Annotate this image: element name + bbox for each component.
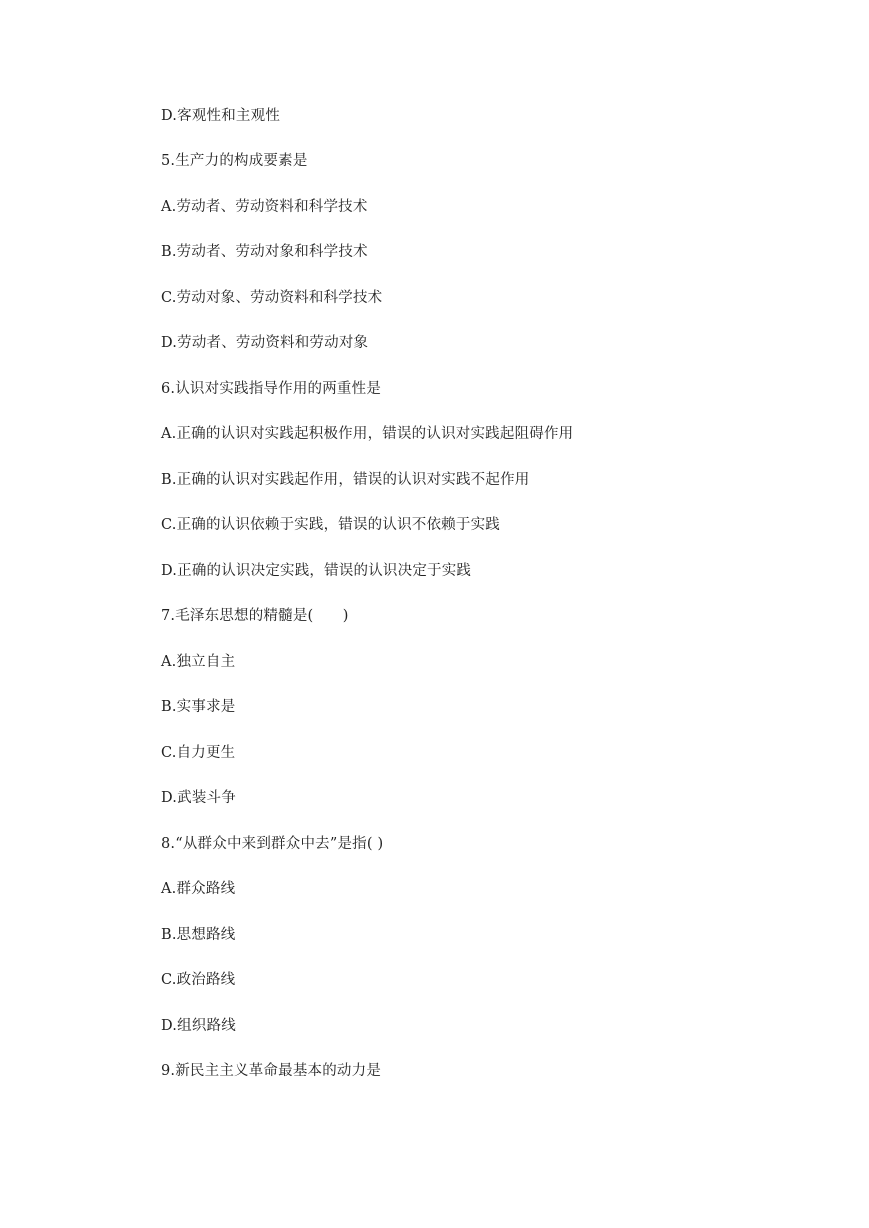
option-a-q7: A.独立自主 (161, 654, 236, 670)
option-b-q7: B.实事求是 (161, 699, 236, 715)
option-c-q8: C.政治路线 (161, 972, 236, 988)
question-9: 9.新民主主义革命最基本的动力是 (161, 1063, 382, 1079)
question-5: 5.生产力的构成要素是 (161, 153, 308, 169)
option-c-q6: C.正确的认识依赖于实践，错误的认识不依赖于实践 (161, 517, 500, 533)
question-8: 8.“从群众中来到群众中去”是指( ) (161, 836, 384, 852)
option-b-q8: B.思想路线 (161, 927, 236, 943)
option-a-q8: A.群众路线 (161, 881, 236, 897)
option-a-q6: A.正确的认识对实践起积极作用，错误的认识对实践起阻碍作用 (161, 426, 574, 442)
question-7: 7.毛泽东思想的精髓是( ) (161, 608, 349, 624)
option-a-q5: A.劳动者、劳动资料和科学技术 (161, 199, 368, 215)
option-b-q6: B.正确的认识对实践起作用，错误的认识对实践不起作用 (161, 472, 530, 488)
option-d-q4: D.客观性和主观性 (161, 108, 281, 124)
option-d-q5: D.劳动者、劳动资料和劳动对象 (161, 335, 369, 351)
option-d-q7: D.武装斗争 (161, 790, 236, 806)
option-c-q5: C.劳动对象、劳动资料和科学技术 (161, 290, 383, 306)
option-b-q5: B.劳动者、劳动对象和科学技术 (161, 244, 368, 260)
option-d-q8: D.组织路线 (161, 1018, 236, 1034)
option-d-q6: D.正确的认识决定实践，错误的认识决定于实践 (161, 563, 472, 579)
question-6: 6.认识对实践指导作用的两重性是 (161, 381, 382, 397)
option-c-q7: C.自力更生 (161, 745, 236, 761)
